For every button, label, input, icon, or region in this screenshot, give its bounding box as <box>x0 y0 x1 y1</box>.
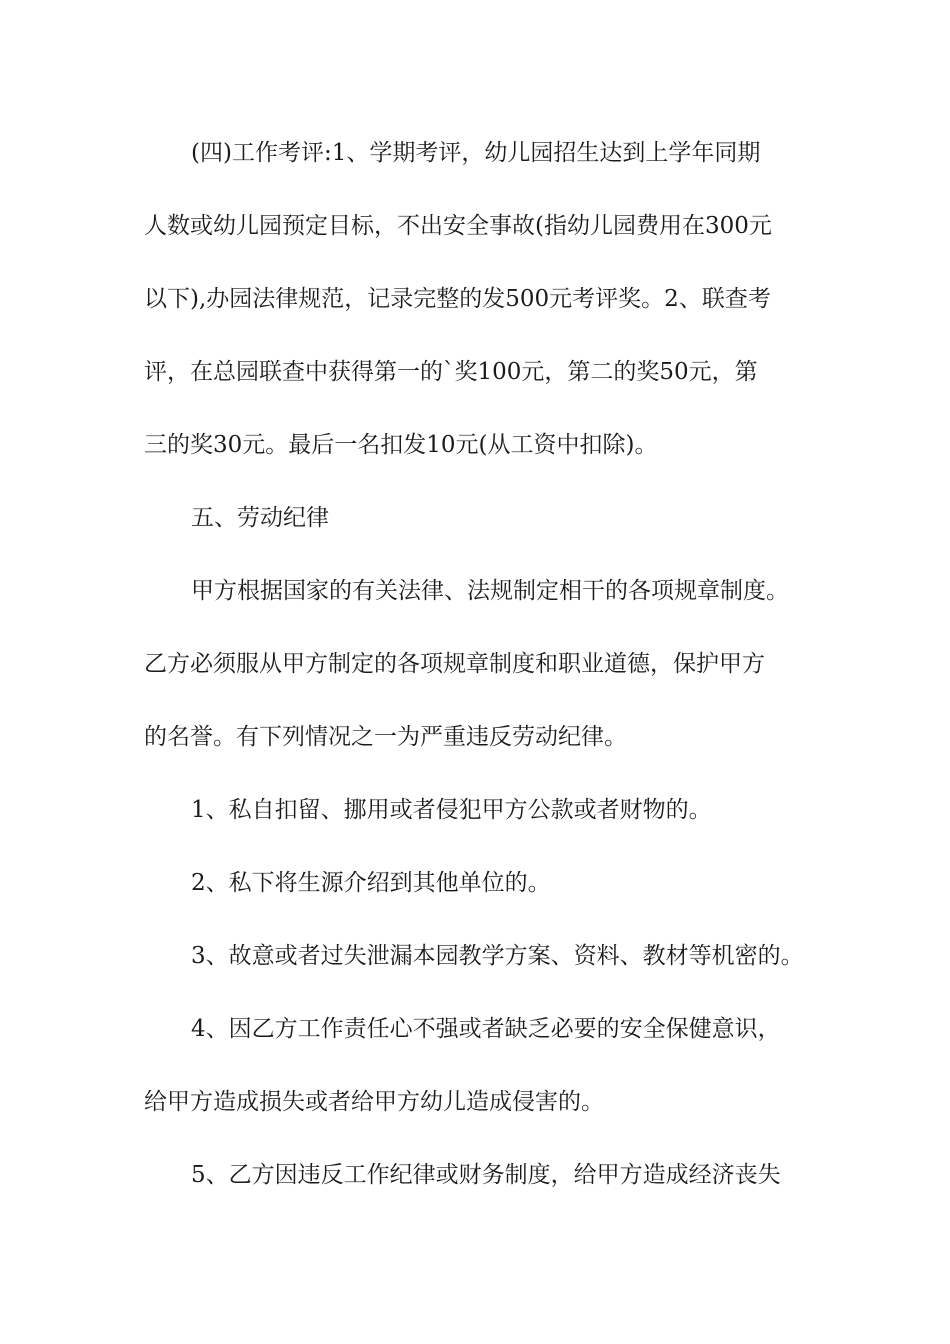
list-item: 4、因乙方工作责任心不强或者缺乏必要的安全保健意识， <box>191 1016 781 1042</box>
list-item: 1、私自扣留、挪用或者侵犯甲方公款或者财物的。 <box>191 797 712 823</box>
list-item: 2、私下将生源介绍到其他单位的。 <box>191 870 551 896</box>
text-line: 人数或幼儿园预定目标，不出安全事故(指幼儿园费用在300元 <box>144 213 772 239</box>
text-line: 甲方根据国家的有关法律、法规制定相干的各项规章制度。 <box>191 578 789 604</box>
list-item: 3、故意或者过失泄漏本园教学方案、资料、教材等机密的。 <box>191 943 804 969</box>
text-line: 给甲方造成损失或者给甲方幼儿造成侵害的。 <box>144 1089 604 1115</box>
text-line: 的名誉。有下列情况之一为严重违反劳动纪律。 <box>144 724 627 750</box>
list-item: 5、乙方因违反工作纪律或财务制度，给甲方造成经济丧失 <box>191 1162 781 1188</box>
text-line: 评，在总园联查中获得第一的`奖100元，第二的奖50元，第 <box>144 359 758 385</box>
text-line: 以下),办园法律规范，记录完整的发500元考评奖。2、联查考 <box>144 286 771 312</box>
text-line: (四)工作考评:1、学期考评，幼儿园招生达到上学年同期 <box>191 140 761 166</box>
text-line: 三的奖30元。最后一名扣发10元(从工资中扣除)。 <box>144 432 658 458</box>
section-heading: 五、劳动纪律 <box>191 505 329 531</box>
text-line: 乙方必须服从甲方制定的各项规章制度和职业道德，保护甲方 <box>144 651 765 677</box>
